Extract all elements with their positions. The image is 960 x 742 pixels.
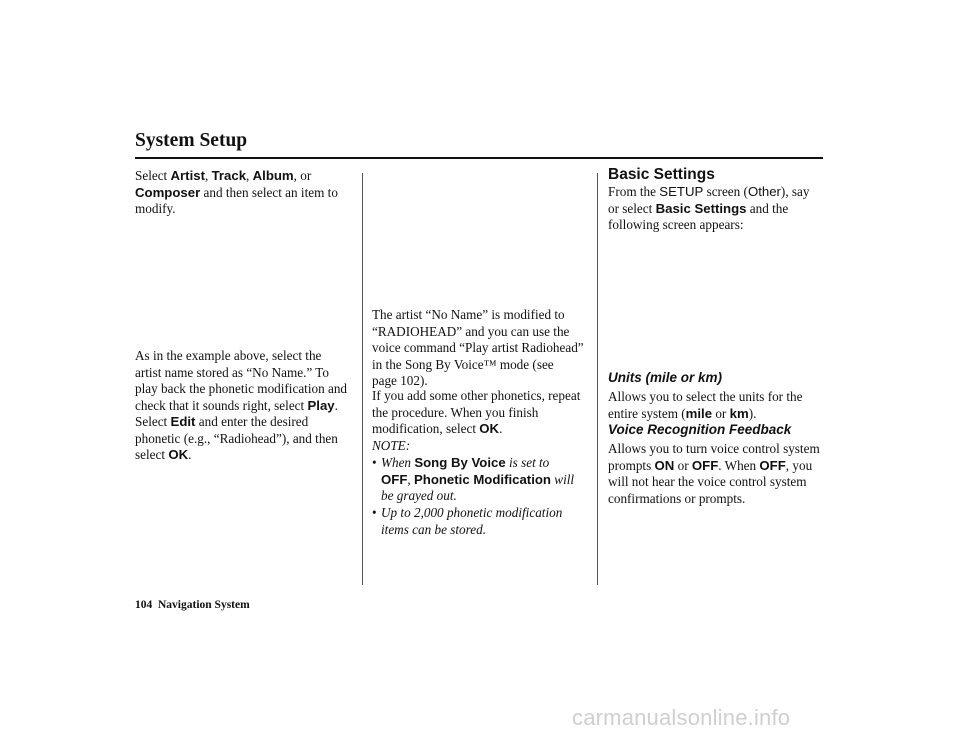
- col1-paragraph-1: Select Artist, Track, Album, or Composer and then select an item to modify.: [135, 168, 338, 216]
- voice-feedback-heading: Voice Recognition Feedback: [608, 422, 792, 437]
- page-number: 104: [135, 599, 153, 611]
- note-label: NOTE:: [372, 438, 411, 453]
- column-divider-left: [362, 173, 363, 585]
- units-heading: Units (mile or km): [608, 370, 723, 385]
- basic-settings-heading: Basic Settings: [608, 166, 715, 183]
- col1-paragraph-2: As in the example above, select the artist name stored as “No Name.” To play back the phonetic modification and check that it sounds right, select Play. Select Edit and enter the desired phonetic (e.g., “Radiohead”), and then select OK.: [135, 348, 348, 462]
- col3-paragraph-1: From the SETUP screen (Other), say or select Basic Settings and the following screen appears:: [608, 184, 810, 232]
- header-rule: [135, 157, 823, 159]
- page-footer: [135, 599, 250, 611]
- page-title: System Setup: [135, 130, 248, 151]
- voice-feedback-description: Allows you to turn voice control system prompts ON or OFF. When OFF, you will not hear the voice control system confirmations or prompts.: [608, 441, 820, 506]
- note-bullet-2: • Up to 2,000 phonetic modification items can be stored.: [372, 505, 563, 537]
- col2-paragraph-1: The artist “No Name” is modified to “RADIOHEAD” and you can use the voice command “Play artist Radiohead” in the Song By Voice™ mode (see page 102).: [372, 307, 584, 388]
- note-bullet-1: • When Song By Voice is set to OFF, Phonetic Modification will be grayed out.: [372, 455, 575, 503]
- bullet-icon: •: [372, 505, 377, 520]
- footer-section: Navigation System: [158, 599, 250, 611]
- col2-paragraph-2: If you add some other phonetics, repeat the procedure. When you finish modification, select OK.: [372, 388, 581, 436]
- units-description: Allows you to select the units for the entire system (mile or km).: [608, 389, 803, 421]
- bullet-icon: •: [372, 455, 377, 470]
- site-watermark: carmanualsonline.info: [572, 705, 791, 730]
